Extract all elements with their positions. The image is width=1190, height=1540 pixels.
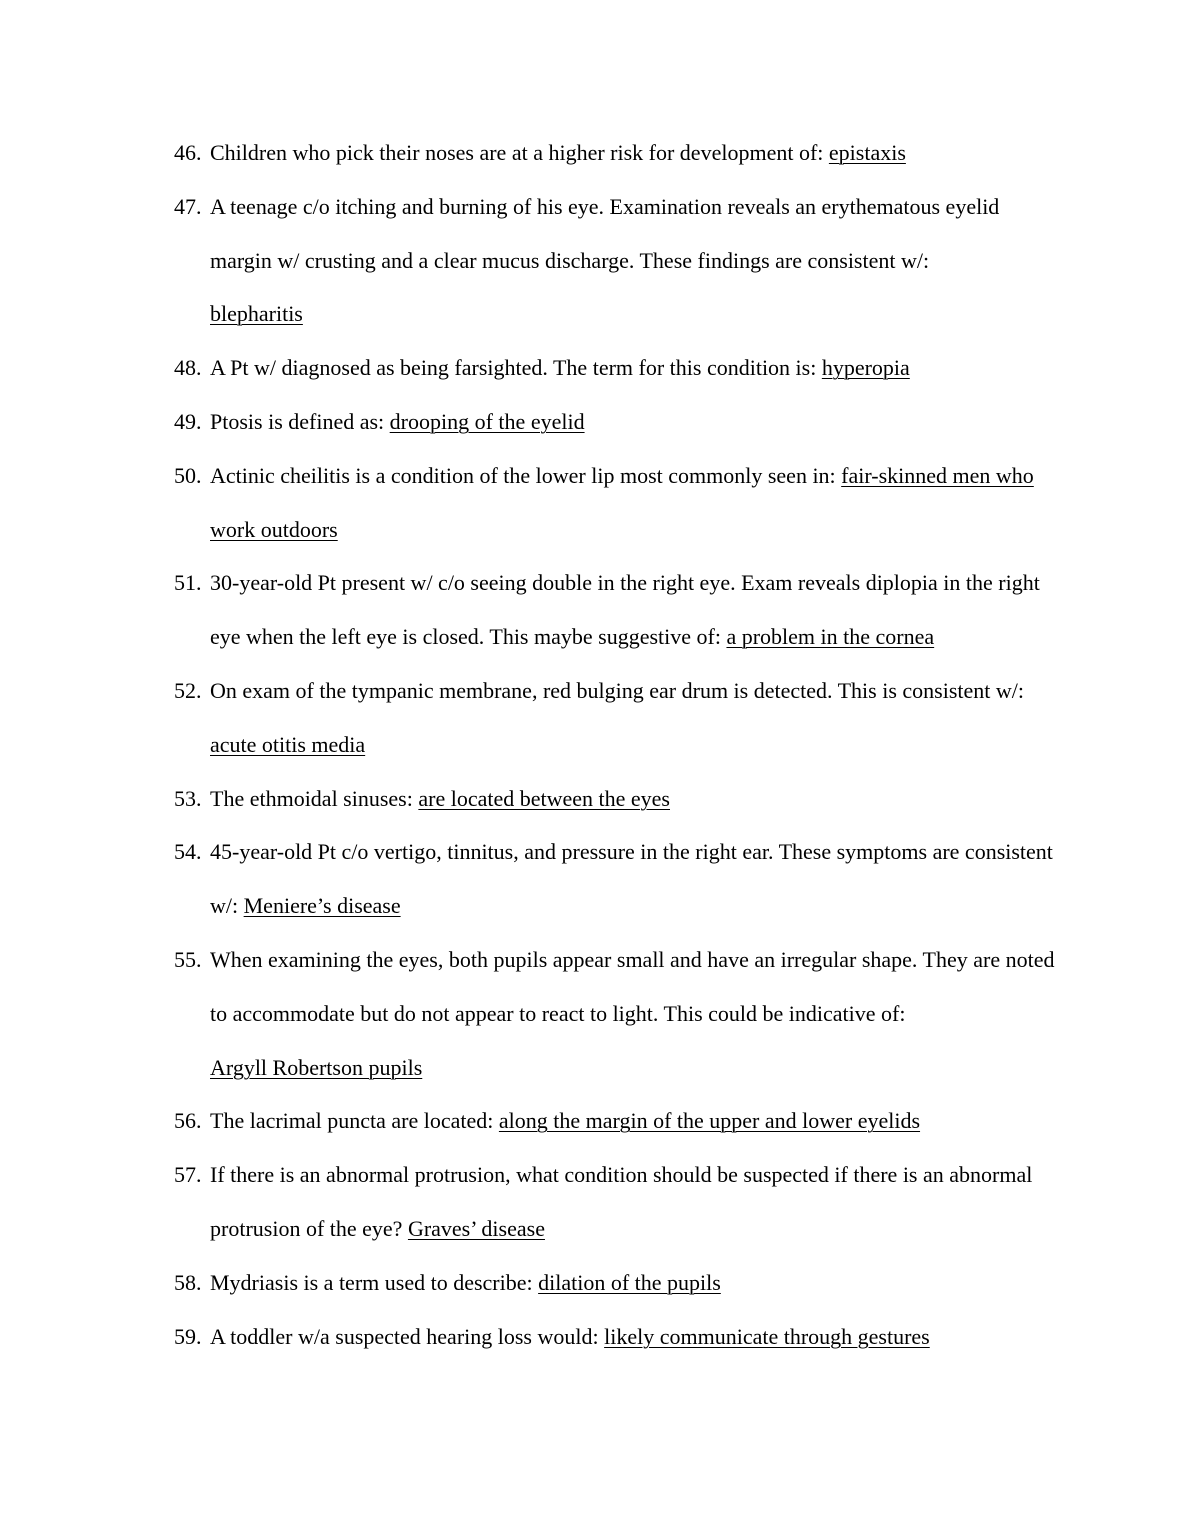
question-number: 56. (174, 1108, 202, 1134)
question-item-58 (174, 1256, 1064, 1310)
question-list (174, 126, 1064, 1363)
answer-text: are located between the eyes (418, 785, 670, 811)
question-item-46 (174, 126, 1064, 180)
answer-text: dilation of the pupils (538, 1269, 721, 1295)
answer-text: Graves’ disease (407, 1215, 545, 1241)
question-item-47 (174, 180, 1064, 341)
answer-text: along the margin of the upper and lower eyelids (498, 1108, 921, 1134)
question-number: 54. (174, 839, 202, 865)
question-number: 55. (174, 946, 202, 972)
question-item-48 (174, 341, 1064, 395)
question-item-49 (174, 395, 1064, 449)
question-item-52 (174, 664, 1064, 772)
question-number: 51. (174, 570, 202, 596)
question-text: If there is an abnormal protrusion, what condition should be suspected if there is an abnormal protrusion of the eye? (210, 1162, 1033, 1241)
question-text: On exam of the tympanic membrane, red bulging ear drum is detected. This is consistent w/: (210, 677, 1024, 703)
question-number: 59. (174, 1323, 202, 1349)
question-item-51 (174, 556, 1064, 664)
question-item-54 (174, 825, 1064, 933)
question-text: When examining the eyes, both pupils appear small and have an irregular shape. They are noted to accommodate but do not appear to react to light. This could be indicative of: (210, 946, 1055, 1026)
answer-text: a problem in the cornea (726, 624, 935, 650)
question-item-57 (174, 1148, 1064, 1256)
question-text: The ethmoidal sinuses: (210, 785, 419, 811)
answer-text: blepharitis (210, 301, 303, 327)
answer-text: fair-skinned men who work outdoors (210, 462, 1034, 542)
question-text: Mydriasis is a term used to describe: (210, 1269, 539, 1295)
question-text: A Pt w/ diagnosed as being farsighted. The term for this condition is: (210, 355, 822, 381)
question-text: 45-year-old Pt c/o vertigo, tinnitus, and pressure in the right ear. These symptoms are consistent w/: (210, 839, 1053, 919)
answer-text: Argyll Robertson pupils (210, 1054, 423, 1080)
question-text: 30-year-old Pt present w/ c/o seeing double in the right eye. Exam reveals diplopia in the right eye when the left eye is closed. This maybe suggestive of: (210, 570, 1040, 650)
question-number: 58. (174, 1269, 202, 1295)
question-item-59 (174, 1310, 1064, 1364)
question-item-50 (174, 449, 1064, 557)
question-number: 48. (174, 355, 202, 381)
answer-text: Meniere’s disease (243, 893, 401, 919)
answer-text: drooping of the eyelid (389, 408, 585, 434)
question-number: 47. (174, 193, 202, 219)
answer-text: hyperopia (821, 355, 910, 381)
question-item-56 (174, 1094, 1064, 1148)
question-text: Actinic cheilitis is a condition of the lower lip most commonly seen in: (210, 462, 842, 488)
question-item-53 (174, 772, 1064, 826)
question-text: A teenage c/o itching and burning of his eye. Examination reveals an erythematous eyelid margin w/ crusting and a clear mucus discharge. These findings are consistent w/: (210, 193, 1000, 273)
answer-text: likely communicate through gestures (604, 1323, 930, 1349)
answer-text: acute otitis media (210, 731, 366, 757)
question-number: 53. (174, 785, 202, 811)
question-text: A toddler w/a suspected hearing loss would: (210, 1323, 605, 1349)
question-number: 52. (174, 677, 202, 703)
question-item-55 (174, 933, 1064, 1094)
question-number: 50. (174, 462, 202, 488)
question-number: 57. (174, 1162, 202, 1188)
question-number: 46. (174, 140, 202, 165)
answer-text: epistaxis (828, 140, 906, 165)
question-text: Children who pick their noses are at a higher risk for development of: (210, 140, 829, 165)
question-number: 49. (174, 408, 202, 434)
question-text: Ptosis is defined as: (210, 408, 390, 434)
question-text: The lacrimal puncta are located: (210, 1108, 499, 1134)
